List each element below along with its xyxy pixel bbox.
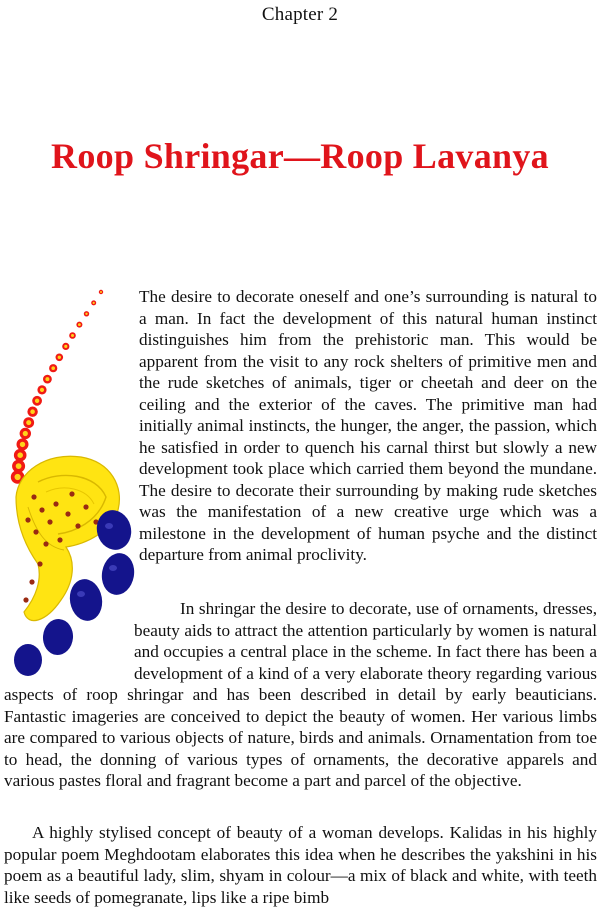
bead-core: [100, 291, 102, 293]
pendant-dot: [25, 517, 30, 522]
chapter-heading: Chapter 2: [261, 4, 339, 25]
bead-core: [23, 431, 28, 436]
pendant-dot: [31, 494, 36, 499]
bead-core: [78, 323, 81, 326]
pendant-dot: [65, 511, 70, 516]
paragraph-2-text: In shringar the desire to decorate, use of ornaments, dresses, beauty aids to attract the attention particularly by women is natural and occupies a central place in the scheme. In fact there has been a development of a kind of a very elaborate theory regarding various aspects of roop shringar and has been described in detail by early beauticians. Fantastic imageries are conceived to depict the beauty of women. Her various limbs are compared to various objects of nature, birds and animals. Ornamentation from toe to head, the donning of various types of ornaments, the decorative apparels and various pastes floral and fragrant become a part and parcel of the objective.: [4, 599, 597, 790]
pendant-dot: [39, 507, 44, 512]
bead-core: [17, 452, 23, 458]
bead-chain: [11, 290, 103, 484]
pendant-dot: [53, 501, 58, 506]
bead-core: [15, 474, 21, 480]
pendant-dot: [37, 561, 42, 566]
bead-core: [71, 334, 74, 337]
bead-core: [64, 345, 67, 348]
bead-core: [35, 399, 39, 403]
page-title: Roop Shringar—Roop Lavanya: [51, 136, 549, 176]
bead-core: [45, 377, 49, 381]
ornament-wrap-space: [4, 598, 134, 664]
pendant-dot: [43, 541, 48, 546]
bead-core: [93, 302, 95, 304]
bead-core: [85, 313, 87, 315]
bead-core: [30, 409, 35, 414]
bead-core: [26, 420, 31, 425]
bead-core: [40, 388, 44, 392]
pendant-dot: [29, 579, 34, 584]
bead-core: [58, 356, 61, 359]
pendant-dot: [75, 523, 80, 528]
paragraph-3: A highly stylised concept of beauty of a woman develops. Kalidas in his highly popular poem Meghdootam elaborates this idea when he describes the yakshini in his poem as a beautiful lady, slim, shyam in colour—a mix of black and white, with teeth like seeds of pomegranate, lips like a ripe bimb: [4, 823, 597, 907]
paragraph-1: The desire to decorate oneself and one’s surrounding is natural to a man. In fact the development of this natural human instinct distinguishes him from the prehistoric man. This would be apparent from the visit to any rock shelters of primitive men and the rude sketches of animals, tiger or cheetah and deer on the ceiling and the exterior of the caves. The primitive man had initially animal instincts, the hunger, the anger, the passion, which he satisfied in order to quench his carnal thirst but slowly a new development took place which carried them beyond the mundane. The desire to decorate their surrounding by making rude sketches was the manifestation of a new creative urge which was a milestone in the development of human psyche and the distinct departure from animal proclivity.: [139, 287, 597, 564]
pendant-dot: [57, 537, 62, 542]
pendant-dot: [33, 529, 38, 534]
pendant-dot: [83, 504, 88, 509]
bead-core: [51, 366, 55, 370]
paragraph-2: [4, 598, 597, 792]
pendant-dot: [69, 491, 74, 496]
bead-core: [20, 442, 25, 447]
pendant-dot: [47, 519, 52, 524]
bead-core: [16, 463, 22, 469]
